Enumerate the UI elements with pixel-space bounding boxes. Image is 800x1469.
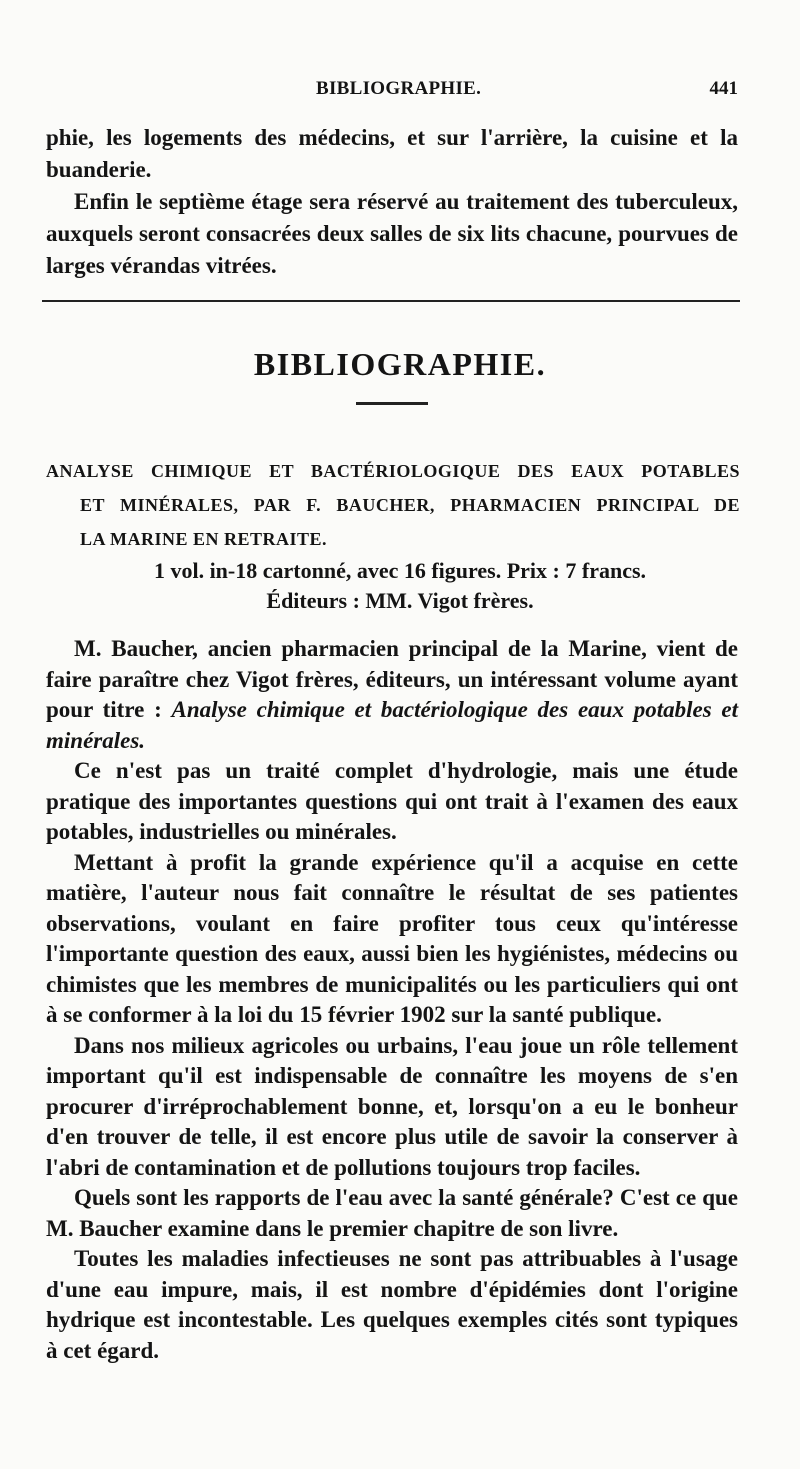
section-divider-rule xyxy=(42,300,740,302)
book-title-italic: Analyse chimique et bactériologique des eaux potables et minérales. xyxy=(46,697,738,753)
running-title: BIBLIOGRAPHIE. xyxy=(316,78,482,99)
review-paragraph: Toutes les maladies infectieuses ne sont pas attribuables à l'usage d'une eau impure, mais, il est nombre d'épidémies dont l'origine hydrique est incontestable. Les quelques exemples cités sont typiques à cet égard. xyxy=(46,1246,738,1363)
book-meta xyxy=(0,556,800,616)
book-title-line: LA MARINE EN RETRAITE. xyxy=(80,529,328,549)
review-paragraph: Dans nos milieux agricoles ou urbains, l'eau joue un rôle tellement important qu'il est indispensable de connaître les moyens de s'en procurer d'irréprochablement bonne, et, lorsqu'on a eu le bonheur d'en trouver de telle, il est encore plus utile de savoir la conserver à l'abri de contamination et de pollutions toujours trop faciles. xyxy=(46,1032,738,1180)
book-title-line: ET MINÉRALES, PAR F. BAUCHER, PHARMACIEN PRINCIPAL DE xyxy=(80,495,740,515)
book-title xyxy=(46,454,740,556)
top-paragraphs xyxy=(46,122,738,282)
paragraph-continuation: phie, les logements des médecins, et sur l'arrière, la cuisine et la buanderie. xyxy=(46,125,738,182)
running-head xyxy=(46,78,738,108)
section-heading: BIBLIOGRAPHIE. xyxy=(253,346,547,382)
review-paragraph: Mettant à profit la grande expérience qu'il a acquise en cette matière, l'auteur nous fait connaître le résultat de ses patientes observations, voulant en faire profiter tous ceux qu'intéresse l'importante question des eaux, aussi bien les hygiénistes, médecins ou chimistes que les membres de municipalités ou les particuliers qui ont à se conformer à la loi du 15 février 1902 sur la santé publique. xyxy=(46,849,738,1027)
review-paragraph: Ce n'est pas un traité complet d'hydrologie, mais une étude pratique des importantes questions qui ont trait à l'examen des eaux potables, industrielles ou minérales. xyxy=(46,758,738,844)
review-paragraph: Quels sont les rapports de l'eau avec la santé générale? C'est ce que M. Baucher examine dans le premier chapitre de son livre. xyxy=(46,1185,738,1241)
review-paragraph-text: M. Baucher, ancien pharmacien principal de la Marine, vient de faire paraître chez Vigot frères, éditeurs, un intéressant volume ayant pour titre : xyxy=(46,636,738,722)
paragraph-seventh-floor: Enfin le septième étage sera réservé au traitement des tuberculeux, auxquels seront consacrées deux salles de six lits chacune, pourvues de larges vérandas vitrées. xyxy=(46,189,738,278)
page-number: 441 xyxy=(709,78,738,99)
book-publishers: Éditeurs : MM. Vigot frères. xyxy=(266,588,534,613)
heading-underline xyxy=(356,402,428,405)
book-title-line: ANALYSE CHIMIQUE ET BACTÉRIOLOGIQUE DES EAUX POTABLES xyxy=(46,461,740,481)
book-format-price: 1 vol. in-18 cartonné, avec 16 figures. Prix : 7 francs. xyxy=(153,558,647,583)
review-paragraph xyxy=(46,634,738,756)
review-body xyxy=(46,634,738,1366)
